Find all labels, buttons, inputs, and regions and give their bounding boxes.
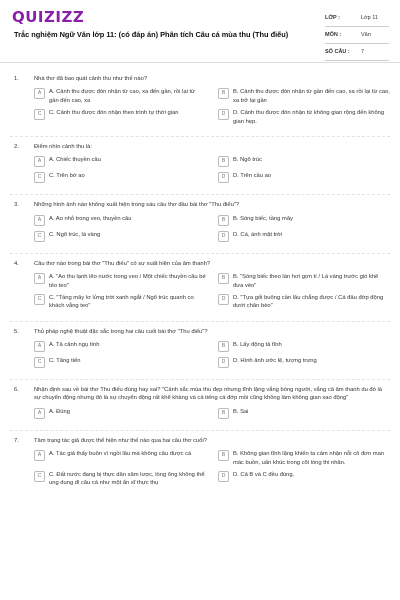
meta-key: SỐ CÂU : <box>325 49 350 55</box>
question-divider <box>10 253 390 254</box>
option-checkbox[interactable]: C <box>34 109 45 120</box>
question-header <box>10 328 390 336</box>
option-text: A. "Ao thu lạnh lẽo nước trong veo / Một chiếc thuyền câu bé tẻo teo" <box>49 274 206 289</box>
question-item <box>10 386 390 420</box>
option-checkbox[interactable]: A <box>34 88 45 99</box>
option-text: B. "Sóng biếc theo làn hơi gợn tí / Lá vàng trước gió khẽ đưa vèo" <box>233 274 379 289</box>
option-checkbox[interactable]: D <box>218 231 229 242</box>
meta-key: LỚP : <box>325 15 340 21</box>
answer-option[interactable] <box>218 231 390 243</box>
option-text: A. Tả cảnh ngụ tình <box>49 342 100 349</box>
option-checkbox[interactable]: B <box>218 341 229 352</box>
question-text: Tâm trạng tác giả được thể hiện như thế nào qua hai câu thơ cuối? <box>34 437 207 444</box>
answer-option[interactable] <box>218 172 390 184</box>
meta-row <box>325 10 389 27</box>
option-text: A. Tác giả thấy buồn vì ngồi lâu mà không câu được cá <box>49 451 192 458</box>
meta-row <box>325 27 389 44</box>
answer-option[interactable] <box>34 88 206 105</box>
answer-option[interactable] <box>218 408 390 420</box>
option-text: B. Không gian tĩnh lặng khiến ta cảm nhận nỗi cô đơn man mác buồn, uẩn khúc trong cõi lòng thi nhân. <box>233 451 385 466</box>
question-number: 5. <box>14 328 19 335</box>
meta-value: Văn <box>361 32 371 38</box>
answer-options <box>10 88 390 126</box>
option-checkbox[interactable]: C <box>34 172 45 183</box>
question-number: 3. <box>14 202 19 209</box>
question-divider <box>10 136 390 137</box>
answer-option[interactable] <box>34 156 206 168</box>
option-text: C. Ngõ trúc, lá vàng <box>49 231 101 238</box>
answer-options <box>10 215 390 243</box>
option-text: D. Hình ảnh ước lệ, tượng trưng <box>233 358 317 365</box>
question-number: 2. <box>14 143 19 150</box>
option-text: B. Sai <box>233 408 249 415</box>
quiz-meta <box>325 10 389 61</box>
option-checkbox[interactable]: D <box>218 471 229 482</box>
answer-option[interactable] <box>218 357 390 369</box>
answer-option[interactable] <box>218 471 390 488</box>
question-number: 6. <box>14 387 19 394</box>
meta-row <box>325 44 389 61</box>
answer-option[interactable] <box>34 215 206 227</box>
option-text: C. Trên bờ ao <box>49 173 85 180</box>
option-text: B. Cảnh thu được đón nhận từ gần đến cao, xa rồi lại từ cao, xa trở lại gần <box>233 89 390 104</box>
option-checkbox[interactable]: A <box>34 215 45 226</box>
option-checkbox[interactable]: B <box>218 273 229 284</box>
question-divider <box>10 194 390 195</box>
question-item <box>10 260 390 311</box>
answer-option[interactable] <box>34 294 206 311</box>
option-text: D. Cả B và C đều đúng. <box>233 472 295 479</box>
question-item <box>10 75 390 126</box>
option-checkbox[interactable]: B <box>218 215 229 226</box>
answer-option[interactable] <box>218 294 390 311</box>
option-checkbox[interactable]: A <box>34 408 45 419</box>
answer-option[interactable] <box>218 156 390 168</box>
option-checkbox[interactable]: D <box>218 109 229 120</box>
option-text: A. Chiếc thuyền câu <box>49 157 101 164</box>
option-text: B. Lấy động tả tĩnh <box>233 342 282 349</box>
option-text: B. Ngõ trúc <box>233 157 262 164</box>
option-checkbox[interactable]: A <box>34 156 45 167</box>
answer-options <box>10 341 390 369</box>
option-checkbox[interactable]: C <box>34 357 45 368</box>
question-text: Điểm nhìn cảnh thu là: <box>34 143 93 150</box>
option-checkbox[interactable]: B <box>218 408 229 419</box>
meta-key: MÔN : <box>325 32 342 38</box>
option-checkbox[interactable]: A <box>34 341 45 352</box>
option-checkbox[interactable]: B <box>218 450 229 461</box>
quiz-header <box>0 0 400 63</box>
question-item <box>10 328 390 369</box>
question-divider <box>10 321 390 322</box>
question-text: Nhà thơ đã bao quát cảnh thu như thế nào? <box>34 76 148 82</box>
answer-option[interactable] <box>34 231 206 243</box>
question-text: Câu thơ nào trong bài thơ "Thu điếu" có sự xuất hiện của âm thanh? <box>34 260 211 267</box>
answer-option[interactable] <box>34 273 206 290</box>
question-list <box>0 63 400 488</box>
option-checkbox[interactable]: B <box>218 156 229 167</box>
question-text: Thủ pháp nghệ thuật đặc sắc trong hai câu cuối bài thơ "Thu điếu"? <box>34 328 208 335</box>
option-text: B. Sóng biếc, tầng mây <box>233 215 293 222</box>
answer-option[interactable] <box>34 357 206 369</box>
answer-options <box>10 273 390 311</box>
answer-option[interactable] <box>218 109 390 126</box>
option-text: D. "Tựa gối buông cần lâu chẳng được / Cá đâu đớp động dưới chân bèo" <box>233 294 384 310</box>
answer-option[interactable] <box>34 341 206 353</box>
question-divider <box>10 379 390 380</box>
option-text: C. Đất nước đang bị thực dân xâm lược, lòng ông không thể ung dung đi câu cá như một ẩn sĩ thực thụ <box>49 472 205 487</box>
option-text: A. Ao nhỏ trong veo, thuyền câu <box>49 215 132 222</box>
question-divider <box>10 430 390 431</box>
question-text: Nhận định sau về bài thơ Thu điếu đúng hay sai? "Cảnh sắc mùa thu đẹp nhưng tĩnh lặng vắng bóng người, vắng cả âm thanh du đó là sự chuyển động nhưng đó là sự chuyển động rất khẽ khàng và cả tiếng cá đớp mồi cũng không làm không gian xao động" <box>34 387 382 402</box>
question-item <box>10 143 390 184</box>
option-checkbox[interactable]: D <box>218 172 229 183</box>
answer-option[interactable] <box>34 172 206 184</box>
option-text: C. Tăng tiến <box>49 358 81 365</box>
option-text: C. Cảnh thu được đón nhận theo trình tự thời gian <box>49 110 179 117</box>
answer-option[interactable] <box>34 408 206 420</box>
question-number: 4. <box>14 260 19 267</box>
option-text: D. Cảnh thu được đón nhận từ không gian rộng đến không gian hẹp. <box>233 110 385 125</box>
answer-option[interactable] <box>218 273 390 290</box>
meta-value: 7 <box>361 49 365 55</box>
question-header <box>10 437 390 445</box>
answer-options <box>10 450 390 488</box>
option-text: D. Cá, ánh mặt trời <box>233 231 283 238</box>
question-item <box>10 437 390 488</box>
answer-options <box>10 156 390 184</box>
question-header <box>10 143 390 151</box>
option-checkbox[interactable]: A <box>34 450 45 461</box>
answer-option[interactable] <box>218 450 390 467</box>
option-checkbox[interactable]: C <box>34 471 45 482</box>
option-checkbox[interactable]: B <box>218 88 229 99</box>
answer-option[interactable] <box>34 109 206 126</box>
answer-option[interactable] <box>34 450 206 467</box>
answer-option[interactable] <box>218 88 390 105</box>
question-item <box>10 201 390 242</box>
answer-option[interactable] <box>34 471 206 488</box>
quiz-title: Trắc nghiệm Ngữ Văn lớp 11: (có đáp án) Phân tích Câu cá mùa thu (Thu điếu) <box>14 30 289 39</box>
answer-option[interactable] <box>218 341 390 353</box>
option-checkbox[interactable]: C <box>34 294 45 305</box>
meta-value: Lớp 11 <box>361 15 378 21</box>
question-header <box>10 75 390 83</box>
question-header <box>10 386 390 403</box>
question-header <box>10 201 390 209</box>
option-checkbox[interactable]: A <box>34 273 45 284</box>
option-checkbox[interactable]: C <box>34 231 45 242</box>
option-checkbox[interactable]: D <box>218 294 229 305</box>
question-number: 7. <box>14 437 19 444</box>
quizizz-logo[interactable]: QUIZIZZ <box>12 8 85 26</box>
option-text: A. Đúng <box>49 408 70 415</box>
option-text: C. "Tầng mây lơ lửng trời xanh ngắt / Ngõ trúc quanh co khách vắng teo" <box>49 294 194 310</box>
question-text: Những hình ảnh nào không xuất hiện trong sáu câu thơ đầu bài thơ "Thu điếu"? <box>34 202 240 209</box>
option-text: A. Cảnh thu được đón nhận từ cao, xa đến gần, rồi lại từ gần đến cao, xa <box>49 89 195 104</box>
option-text: D. Trên cầu ao <box>233 173 272 180</box>
question-number: 1. <box>14 76 19 82</box>
answer-options <box>10 408 390 420</box>
answer-option[interactable] <box>218 215 390 227</box>
option-checkbox[interactable]: D <box>218 357 229 368</box>
question-header <box>10 260 390 268</box>
